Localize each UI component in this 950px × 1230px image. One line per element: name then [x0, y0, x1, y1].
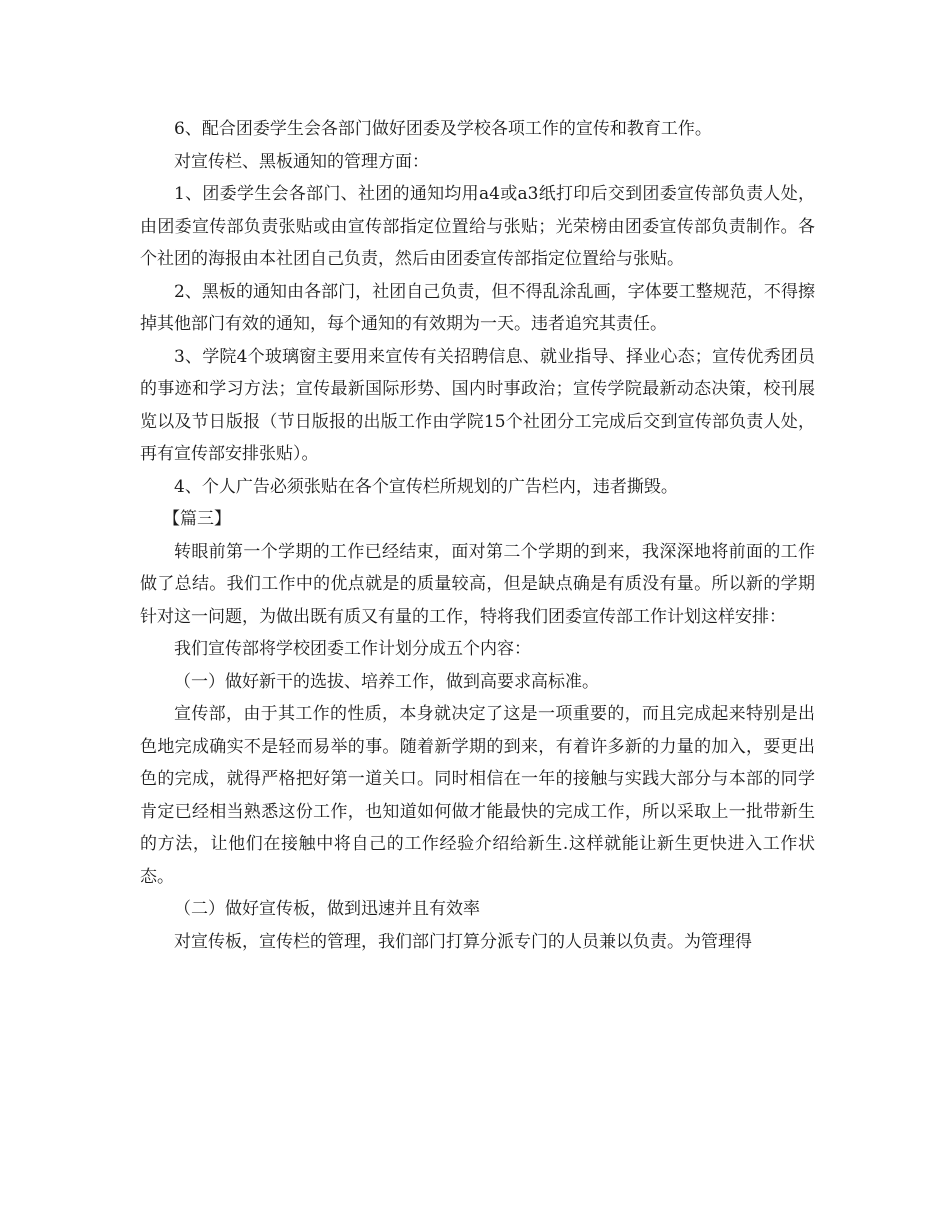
paragraph-five-contents: 我们宣传部将学校团委工作计划分成五个内容： — [174, 639, 531, 659]
paragraph-rule-3: 3、学院4个玻璃窗主要用来宣传有关招聘信息、就业指导、择业心态；宣传优秀团员的事迹和学习方法；宣传最新国际形势、国内时事政治；宣传学院最新动态决策，校刊展览以及节日版报（节日版报的出版工作由学院15个社团分工完成后交到宣传部负责人处，再有宣传部安排张贴）。 — [140, 346, 815, 464]
paragraph-selection-training: 宣传部，由于其工作的性质，本身就决定了这是一项重要的，而且完成起来特别是出色地完成确实不是轻而易举的事。随着新学期的到来，有着许多新的力量的加入，要更出色的完成，就得严格把好第一道关口。同时相信在一年的接触与实践大部分与本部的同学肯定已经相当熟悉这份工作，也知道如何做才能最快的完成工作，所以采取上一批带新生的方法，让他们在接触中将自己的工作经验介绍给新生.这样就能让新生更快进入工作状态。 — [140, 704, 815, 887]
paragraph-board-notice-heading: 对宣传栏、黑板通知的管理方面： — [174, 151, 429, 172]
section-title-part-three: 【篇三】 — [163, 509, 231, 529]
paragraph-rule-1: 1、团委学生会各部门、社团的通知均用a4或a3纸打印后交到团委宣传部负责人处，由团委宣传部负责张贴或由宣传部指定位置给与张贴；光荣榜由团委宣传部负责制作。各个社团的海报由本社团自己负责，然后由团委宣传部指定位置给与张贴。 — [140, 184, 815, 269]
paragraph-intro: 转眼前第一个学期的工作已经结束，面对第二个学期的到来，我深深地将前面的工作做了总结。我们工作中的优点就是的质量较高，但是缺点确是有质没有量。所以新的学期针对这一问题，为做出既有质又有量的工作，特将我们团委宣传部工作计划这样安排： — [140, 541, 815, 627]
paragraph-board-management: 对宣传板，宣传栏的管理，我们部门打算分派专门的人员兼以负责。为管理得 — [174, 931, 752, 952]
paragraph-item-6: 6、配合团委学生会各部门做好团委及学校各项工作的宣传和教育工作。 — [174, 119, 712, 139]
paragraph-rule-2: 2、黑板的通知由各部门，社团自己负责，但不得乱涂乱画，字体要工整规范，不得擦掉其他部门有效的通知，每个通知的有效期为一天。违者追究其责任。 — [140, 281, 815, 334]
document-body — [140, 113, 815, 958]
paragraph-rule-4: 4、个人广告必须张贴在各个宣传栏所规划的广告栏内，违者撕毁。 — [174, 476, 678, 497]
subheading-two: （二）做好宣传板，做到迅速并且有效率 — [174, 899, 480, 919]
subheading-one: （一）做好新干的选拔、培养工作，做到高要求高标准。 — [174, 671, 599, 692]
